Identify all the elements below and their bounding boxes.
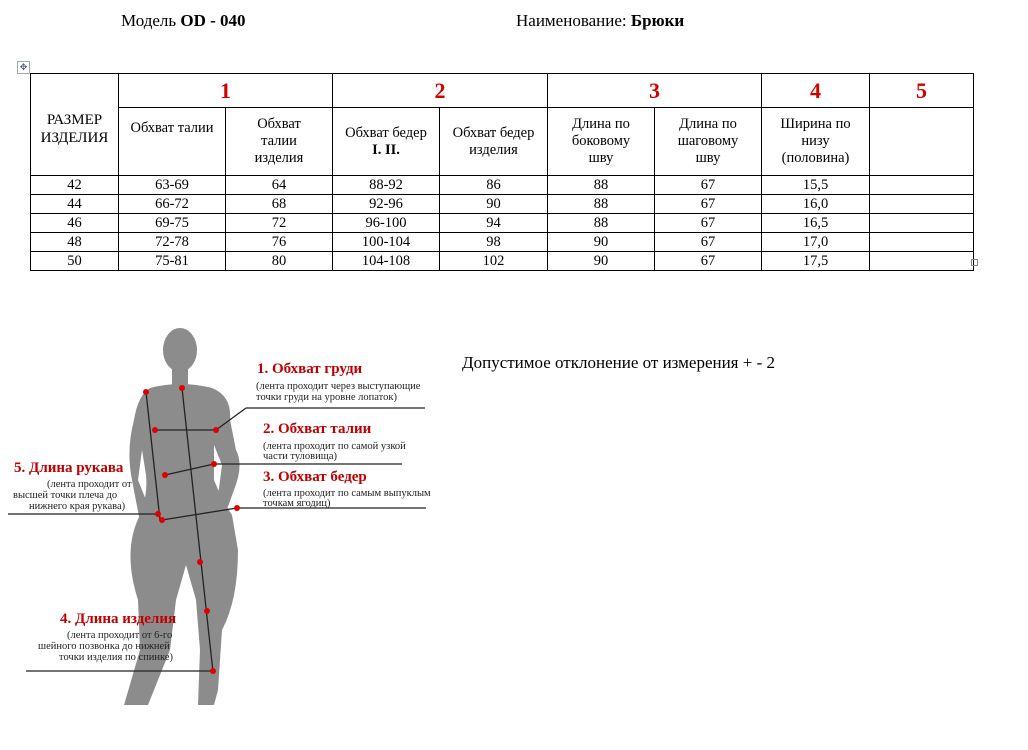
value-cell: 94 (440, 214, 548, 233)
value-cell: 90 (548, 233, 655, 252)
col-side-seam (548, 108, 655, 176)
group-header-row (31, 74, 974, 108)
value-cell: 88 (548, 176, 655, 195)
table-row (31, 195, 974, 214)
col-waist-text: Обхват талии (130, 120, 214, 136)
value-cell: 92-96 (333, 195, 440, 214)
group-number-3: 3 (548, 74, 762, 108)
value-cell: 90 (548, 252, 655, 271)
length-desc-3: точки изделия по спинке) (59, 652, 173, 663)
table-row (31, 233, 974, 252)
group-number-5: 5 (870, 74, 974, 108)
value-cell: 90 (440, 195, 548, 214)
name-value: Брюки (630, 11, 685, 30)
value-cell: 88 (548, 214, 655, 233)
value-cell: 86 (440, 176, 548, 195)
value-cell: 102 (440, 252, 548, 271)
hips-desc-2: точкам ягодиц) (263, 498, 331, 509)
size-header-text: РАЗМЕР ИЗДЕЛИЯ (40, 111, 109, 146)
value-cell: 64 (226, 176, 333, 195)
col-empty (870, 108, 974, 176)
col-hips-garment-text: Обхват бедер изделия (452, 124, 535, 158)
group-number-1: 1 (119, 74, 333, 108)
value-cell: 69-75 (119, 214, 226, 233)
value-cell (870, 252, 974, 271)
size-cell: 46 (31, 214, 119, 233)
value-cell: 67 (655, 214, 762, 233)
col-side-seam-text: Длина по боковому шву (571, 116, 631, 166)
value-cell: 17,0 (762, 233, 870, 252)
table-resize-handle[interactable] (971, 259, 978, 266)
value-cell: 67 (655, 233, 762, 252)
value-cell: 104-108 (333, 252, 440, 271)
table-row (31, 252, 974, 271)
table-row (31, 214, 974, 233)
col-hips (333, 108, 440, 176)
col-waist (119, 108, 226, 176)
value-cell: 16,0 (762, 195, 870, 214)
col-hem-width (762, 108, 870, 176)
sleeve-desc-3: нижнего края рукава) (29, 501, 126, 512)
sleeve-label: 5. Длина рукава (14, 460, 124, 476)
table-row (31, 176, 974, 195)
length-desc-2: шейного позвонка до нижней (38, 641, 170, 652)
value-cell: 72-78 (119, 233, 226, 252)
value-cell: 72 (226, 214, 333, 233)
value-cell: 15,5 (762, 176, 870, 195)
value-cell: 68 (226, 195, 333, 214)
value-cell: 80 (226, 252, 333, 271)
group-number-4: 4 (762, 74, 870, 108)
value-cell: 67 (655, 195, 762, 214)
size-cell: 42 (31, 176, 119, 195)
col-hem-width-text: Ширина по низу (половина) (780, 116, 851, 166)
value-cell (870, 195, 974, 214)
value-cell: 98 (440, 233, 548, 252)
col-waist-garment-text: Обхват талии изделия (254, 116, 304, 166)
waist-desc-1: (лента проходит по самой узкой (263, 441, 406, 452)
value-cell (870, 214, 974, 233)
hips-label: 3. Обхват бедер (263, 469, 367, 485)
col-inseam (655, 108, 762, 176)
table-move-handle-icon[interactable]: ✥ (17, 61, 30, 74)
waist-desc-2: части туловища) (263, 451, 337, 462)
length-desc-1: (лента проходит от 6-го (67, 630, 173, 641)
col-hips-text: Обхват бедер (345, 124, 427, 141)
hips-desc-1: (лента проходит по самым выпуклым (263, 488, 431, 499)
waist-label: 2. Обхват талии (263, 421, 372, 437)
model-code: OD - 040 (180, 11, 246, 30)
chest-label: 1. Обхват груди (257, 361, 363, 377)
length-label: 4. Длина изделия (60, 611, 177, 627)
col-hips-garment (440, 108, 548, 176)
size-cell: 50 (31, 252, 119, 271)
chest-desc-2: точки груди на уровне лопаток) (256, 392, 397, 403)
value-cell: 88 (548, 195, 655, 214)
value-cell: 75-81 (119, 252, 226, 271)
sleeve-desc-1: (лента проходит от (47, 479, 132, 490)
size-cell: 44 (31, 195, 119, 214)
size-header (31, 74, 119, 176)
size-cell: 48 (31, 233, 119, 252)
model-heading (121, 11, 246, 31)
name-heading (516, 11, 684, 31)
value-cell: 16,5 (762, 214, 870, 233)
value-cell (870, 176, 974, 195)
tolerance-note: Допустимое отклонение от измерения + - 2 (462, 353, 775, 372)
col-waist-garment (226, 108, 333, 176)
col-hips-sub: I. II. (372, 141, 400, 158)
value-cell: 88-92 (333, 176, 440, 195)
sleeve-desc-2: высшей точки плеча до (13, 490, 118, 501)
model-label: Модель (121, 11, 177, 30)
size-table (30, 73, 974, 271)
value-cell: 67 (655, 252, 762, 271)
name-label: Наименование: (516, 11, 627, 30)
value-cell: 66-72 (119, 195, 226, 214)
value-cell: 63-69 (119, 176, 226, 195)
chest-desc-1: (лента проходит через выступающие (256, 381, 421, 392)
value-cell: 67 (655, 176, 762, 195)
value-cell: 76 (226, 233, 333, 252)
col-inseam-text: Длина по шаговому шву (677, 116, 739, 166)
value-cell: 96-100 (333, 214, 440, 233)
measurement-figure (0, 300, 450, 720)
value-cell: 100-104 (333, 233, 440, 252)
value-cell (870, 233, 974, 252)
value-cell: 17,5 (762, 252, 870, 271)
column-header-row (31, 108, 974, 176)
group-number-2: 2 (333, 74, 548, 108)
